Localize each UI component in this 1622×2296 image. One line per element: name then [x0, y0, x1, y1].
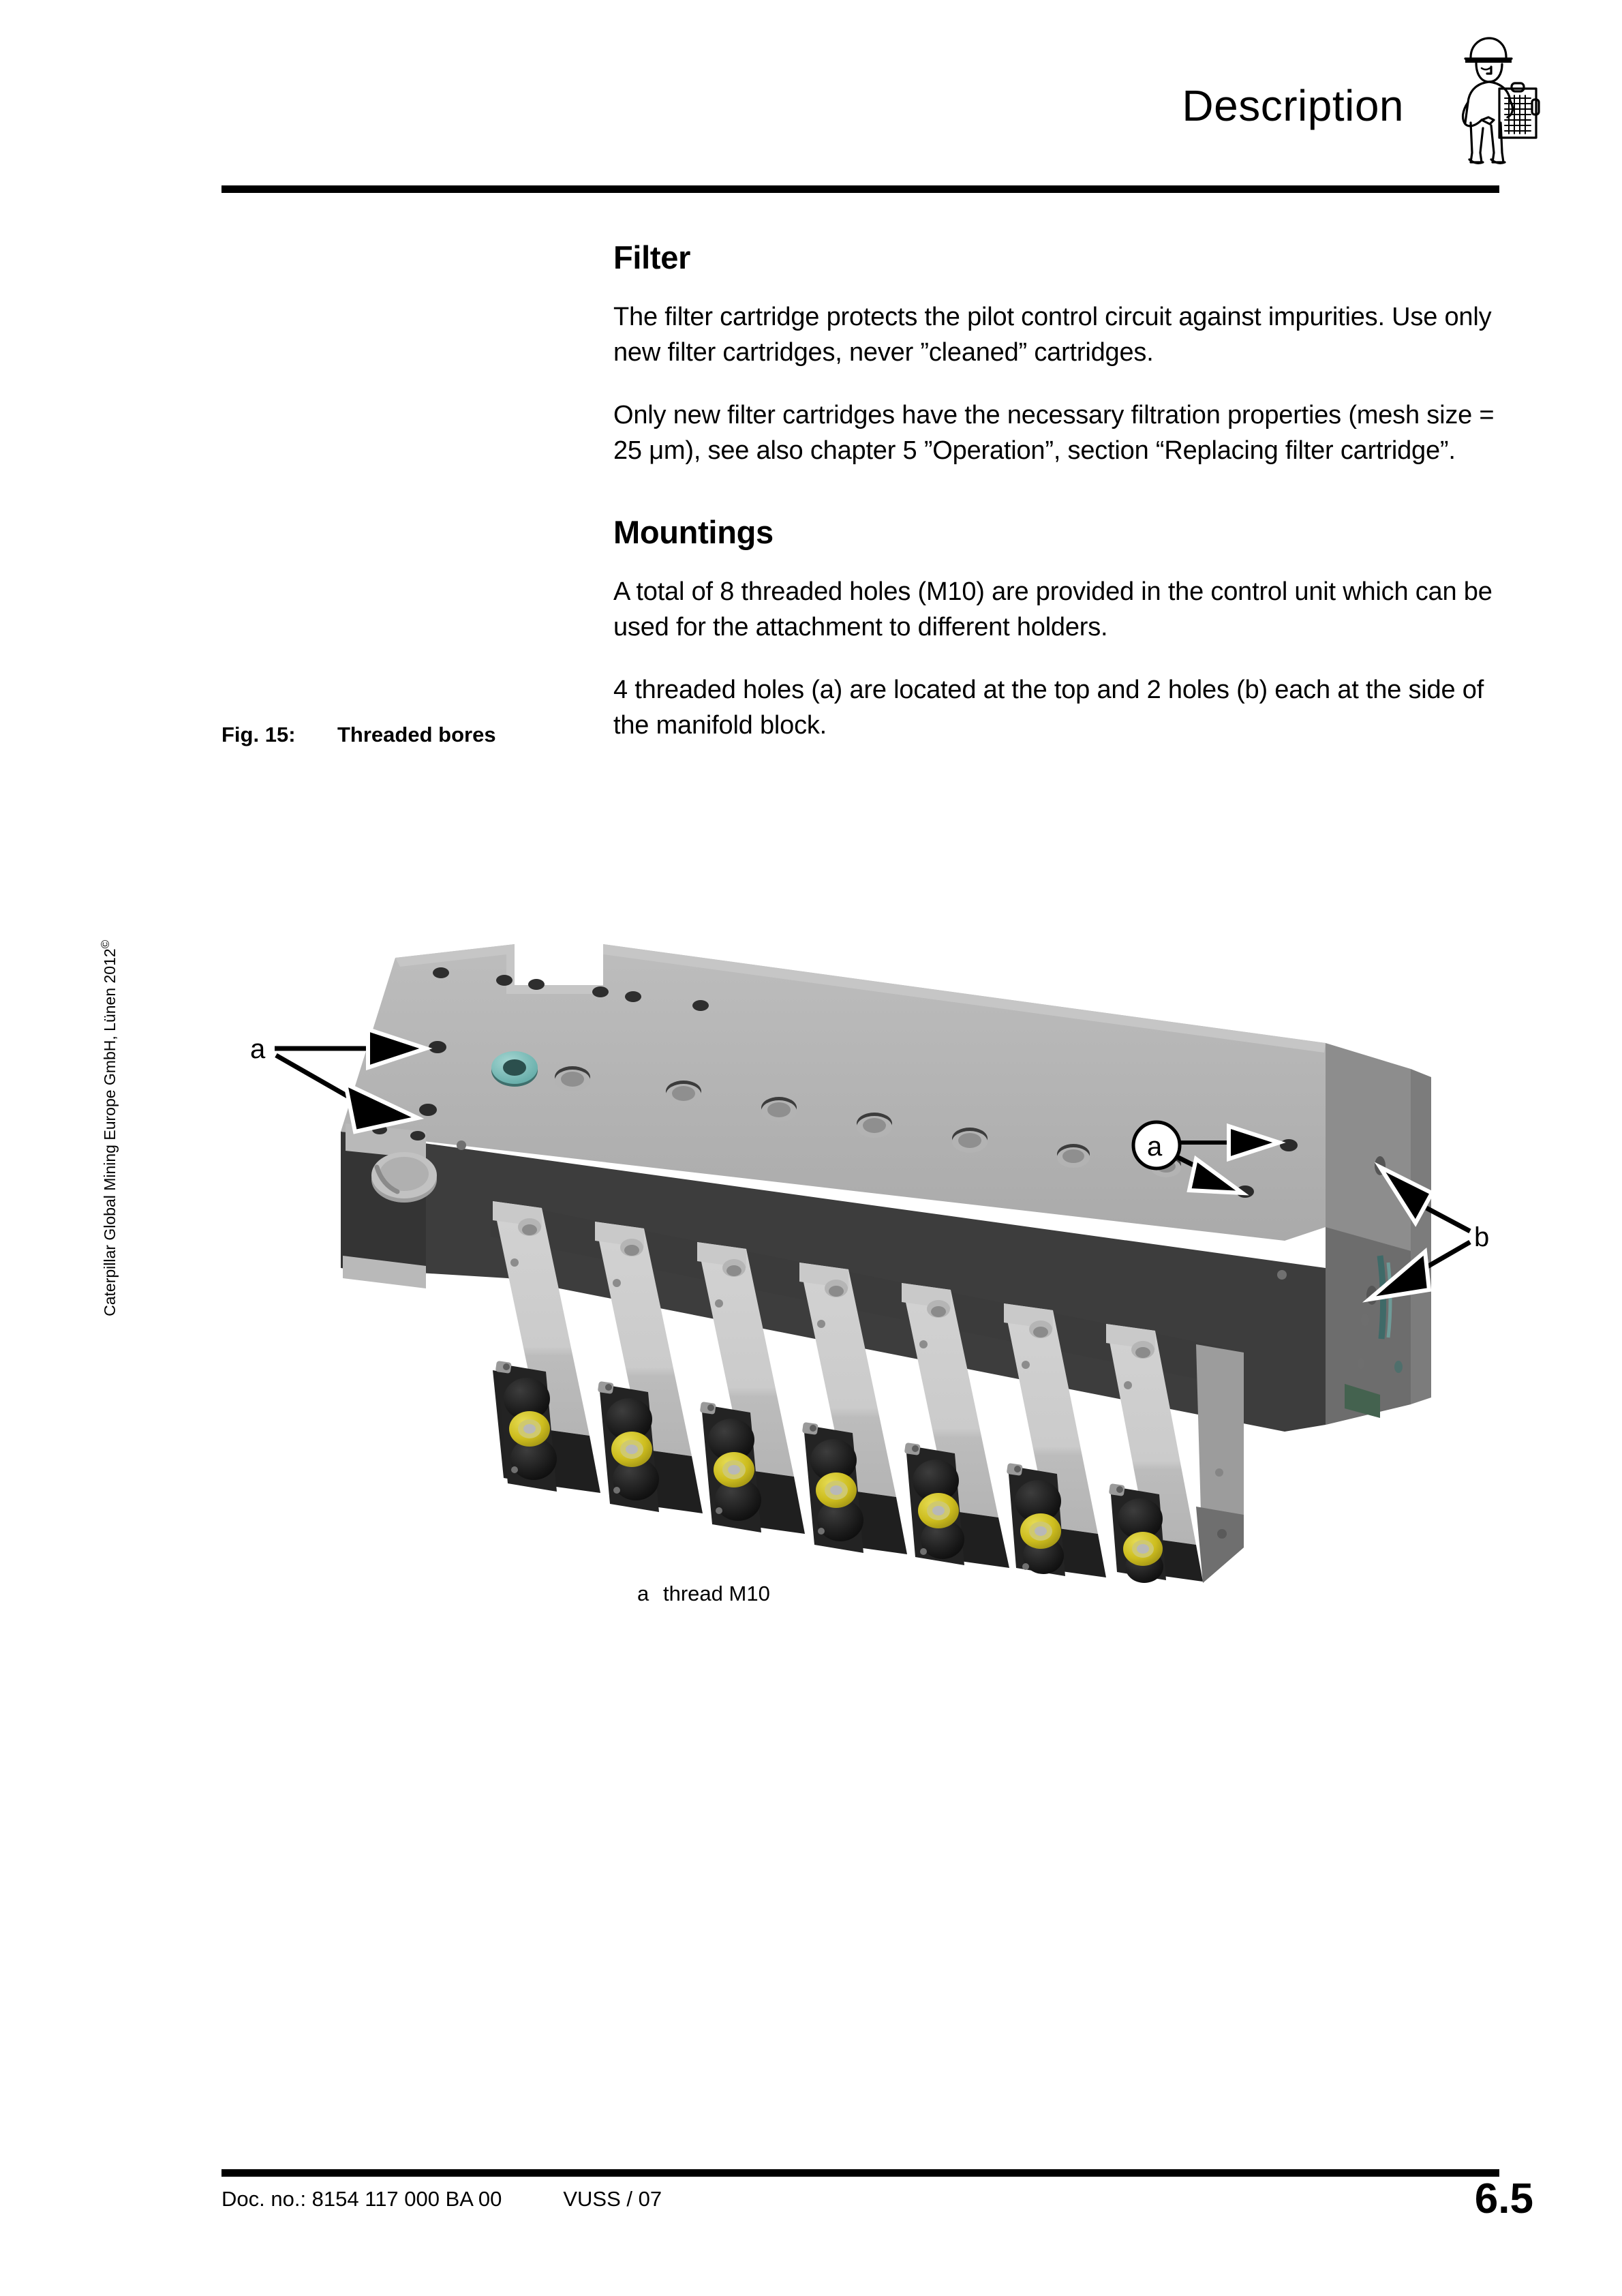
main-content	[613, 239, 1499, 743]
page-number: 6.5	[1474, 2175, 1533, 2222]
copyright-mark: ©	[99, 939, 112, 949]
copyright-text: Caterpillar Global Mining Europe GmbH, Lünen 2012	[100, 948, 119, 1316]
footer-variant: VUSS / 07	[563, 2187, 662, 2211]
svg-text:a: a	[250, 1034, 266, 1064]
figure-legend	[637, 1582, 770, 1606]
section-heading-filter: Filter	[613, 239, 691, 275]
header-divider-rule	[221, 185, 1499, 193]
filter-paragraph-2: Only new filter cartridges have the necessary filtration properties (mesh size = 25 μm), see also chapter 5 ”Operation”, section “Replacing filter cartridge”.	[613, 401, 1495, 465]
copyright-sidenote	[99, 883, 119, 1374]
figure-legend-text: thread M10	[663, 1582, 770, 1605]
svg-text:b: b	[1474, 1222, 1490, 1252]
figure-legend-key: a	[637, 1582, 649, 1605]
svg-text:a: a	[1147, 1132, 1163, 1162]
worker-with-clipboard-icon	[1452, 33, 1540, 169]
section-heading-mountings: Mountings	[613, 514, 774, 550]
page-header-title: Description	[1182, 81, 1404, 130]
mountings-paragraph-1: A total of 8 threaded holes (M10) are provided in the control unit which can be used for the attachment to different holders.	[613, 577, 1493, 641]
footer-info	[221, 2187, 662, 2211]
figure-title: Threaded bores	[337, 723, 496, 746]
figure-caption	[221, 723, 496, 747]
filter-paragraph-1: The filter cartridge protects the pilot control circuit against impurities. Use only new filter cartridges, never ”cleaned” cartridges.	[613, 303, 1492, 367]
mountings-paragraph-2: 4 threaded holes (a) are located at the top and 2 holes (b) each at the side of the manifold block.	[613, 676, 1484, 740]
figure-number: Fig. 15:	[221, 723, 296, 746]
footer-doc-number: Doc. no.: 8154 117 000 BA 00	[221, 2187, 502, 2211]
figure-threaded-bores	[221, 750, 1503, 1588]
teal-port-plug	[491, 1051, 538, 1087]
footer-divider-rule	[221, 2169, 1499, 2177]
